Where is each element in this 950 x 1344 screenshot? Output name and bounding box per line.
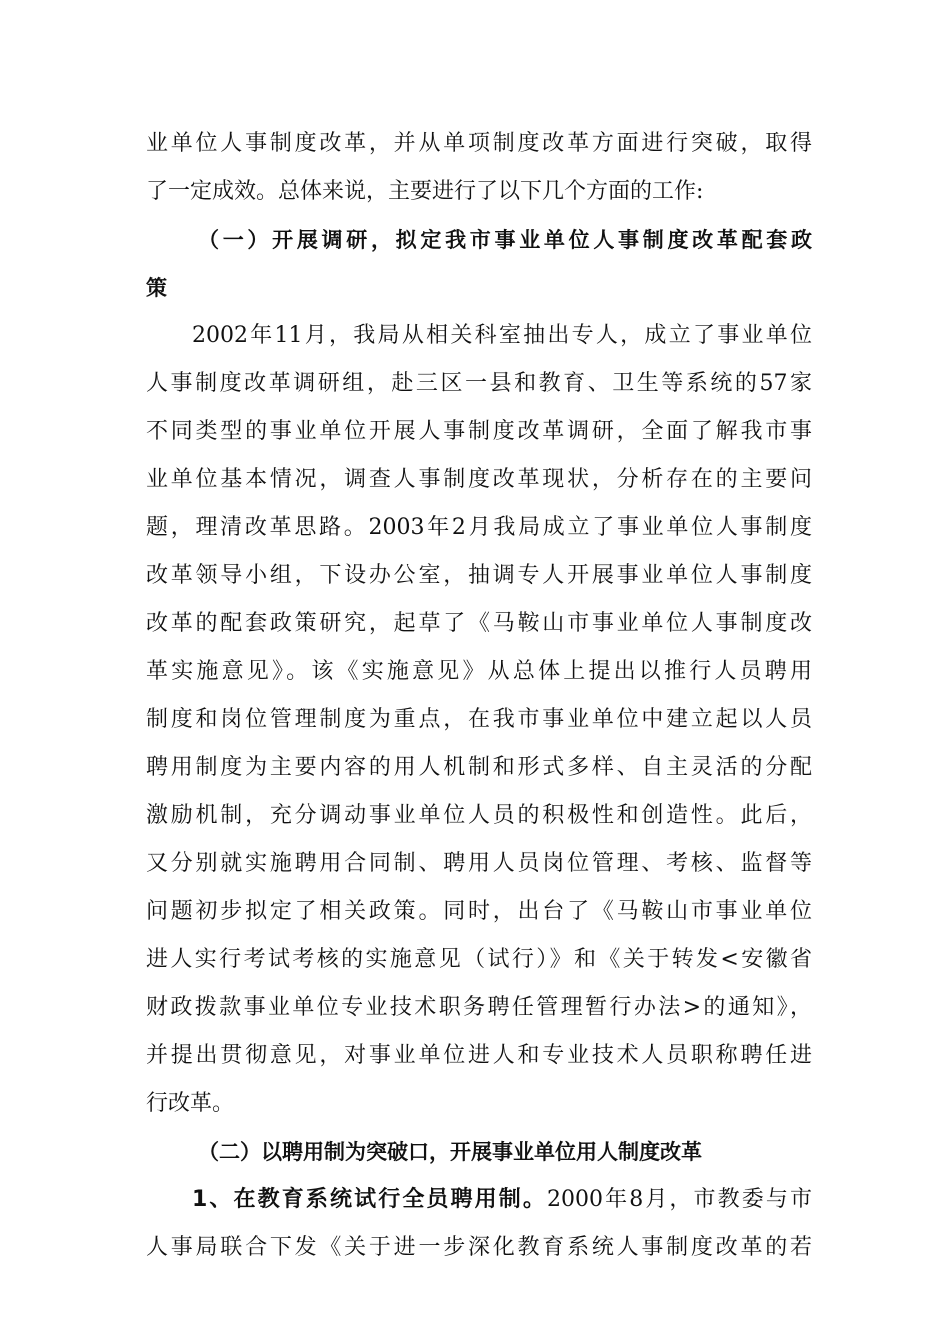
text-line: 并提出贯彻意见，对事业单位进人和专业技术人员职称聘任进 bbox=[146, 1043, 812, 1068]
text-line: 业单位基本情况，调查人事制度改革现状，分析存在的主要问 bbox=[146, 467, 812, 492]
text-line: 财政拨款事业单位专业技术职务聘任管理暂行办法>的通知》， bbox=[146, 995, 812, 1020]
text-line: 业单位人事制度改革，并从单项制度改革方面进行突破，取得 bbox=[146, 131, 812, 156]
document-body bbox=[146, 120, 812, 1272]
heading-line: 策 bbox=[146, 276, 167, 300]
text-line: 改革的配套政策研究，起草了《马鞍山市事业单位人事制度改 bbox=[146, 611, 812, 636]
text-line: 聘用制度为主要内容的用人机制和形式多样、自主灵活的分配 bbox=[146, 755, 812, 780]
paragraph-intro bbox=[146, 120, 812, 216]
text-line: 激励机制，充分调动事业单位人员的积极性和创造性。此后， bbox=[146, 803, 812, 828]
text-line: 进人实行考试考核的实施意见（试行）》和《关于转发<安徽省 bbox=[146, 947, 812, 972]
text-line: 行改革。 bbox=[146, 1091, 235, 1116]
heading-line: （一）开展调研，拟定我市事业单位人事制度改革配套政 bbox=[198, 228, 812, 252]
text-line: 2002年11月，我局从相关科室抽出专人，成立了事业单位 bbox=[192, 323, 812, 348]
text-line: 人事局联合下发《关于进一步深化教育系统人事制度改革的若 bbox=[146, 1235, 812, 1260]
heading-line: （二）以聘用制为突破口，开展事业单位用人制度改革 bbox=[198, 1140, 702, 1164]
text-line: 不同类型的事业单位开展人事制度改革调研，全面了解我市事 bbox=[146, 419, 812, 444]
text-line: 改革领导小组，下设办公室，抽调专人开展事业单位人事制度 bbox=[146, 563, 812, 588]
text-line: 题，理清改革思路。2003年2月我局成立了事业单位人事制度 bbox=[146, 515, 812, 540]
item-lead-rest: 2000年8月，市教委与市 bbox=[547, 1187, 812, 1212]
item-lead-bold: 1、在教育系统试行全员聘用制。 bbox=[192, 1187, 547, 1212]
paragraph-1 bbox=[146, 312, 812, 1128]
text-line: 问题初步拟定了相关政策。同时，出台了《马鞍山市事业单位 bbox=[146, 899, 812, 924]
section-heading-1 bbox=[146, 216, 812, 312]
section-heading-2 bbox=[146, 1128, 812, 1176]
text-line bbox=[146, 1176, 812, 1224]
text-line: 又分别就实施聘用合同制、聘用人员岗位管理、考核、监督等 bbox=[146, 851, 812, 876]
text-line: 革实施意见》。该《实施意见》从总体上提出以推行人员聘用 bbox=[146, 659, 812, 684]
text-line: 人事制度改革调研组，赴三区一县和教育、卫生等系统的57家 bbox=[146, 371, 812, 396]
text-line: 了一定成效。总体来说，主要进行了以下几个方面的工作: bbox=[146, 179, 704, 204]
text-line: 制度和岗位管理制度为重点，在我市事业单位中建立起以人员 bbox=[146, 707, 812, 732]
paragraph-2 bbox=[146, 1176, 812, 1272]
